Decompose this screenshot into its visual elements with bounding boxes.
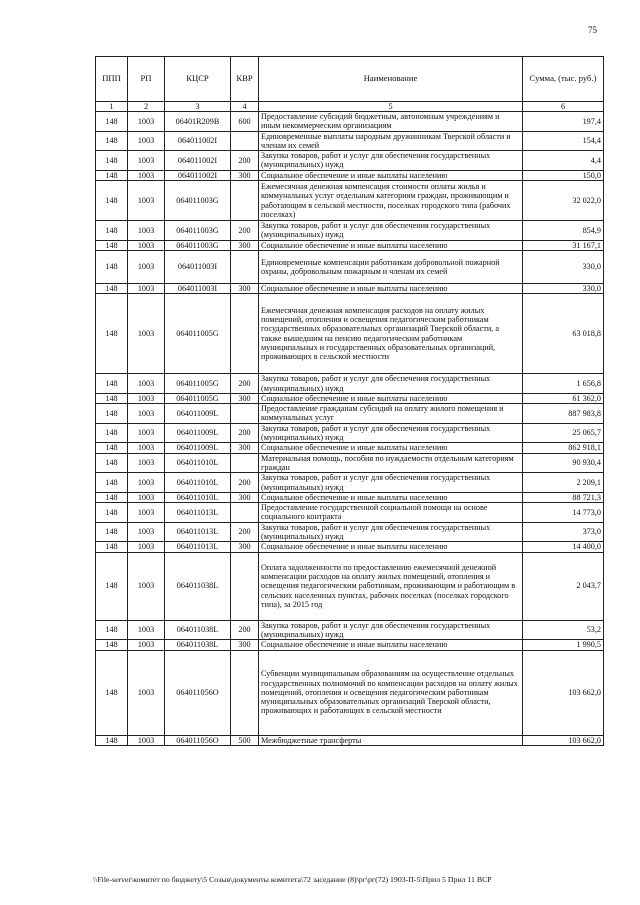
cell-kvr: 200 [231,374,259,394]
cell-name: Ежемесячная денежная компенсация стоимости оплаты жилья и коммунальных услуг отдельным категориям граждан, проживающим и работающим в сельской местности, поселках городского типа (рабочих поселках) [259,181,523,221]
table-row [96,650,604,735]
cell-rp: 1003 [128,393,165,403]
column-number-row [96,102,604,112]
cell-sum: 31 167,1 [523,240,604,250]
cell-ppp: 148 [96,492,128,502]
cell-ppp: 148 [96,131,128,151]
table-row [96,151,604,171]
cell-rp: 1003 [128,423,165,443]
table-row [96,240,604,250]
cell-kvr: 200 [231,522,259,542]
cell-sum: 330,0 [523,283,604,293]
cell-ppp: 148 [96,443,128,453]
cell-kcsr: 064011002I [165,151,231,171]
cell-sum: 154,4 [523,131,604,151]
table-row [96,374,604,394]
header-sum: Сумма, (тыс. руб.) [523,57,604,102]
cell-kvr [231,250,259,283]
cell-name: Закупка товаров, работ и услуг для обеспечения государственных (муниципальных) нужд [259,473,523,493]
cell-kcsr: 064011005G [165,294,231,374]
cell-name: Предоставление субсидий бюджетным, автономным учреждениям и иным некоммерческим организациям [259,112,523,132]
cell-kvr: 300 [231,640,259,650]
header-kcsr: КЦСР [165,57,231,102]
cell-kcsr: 064011013L [165,542,231,552]
cell-name: Социальное обеспечение и иные выплаты населению [259,542,523,552]
cell-sum: 53,2 [523,620,604,640]
cell-rp: 1003 [128,503,165,523]
cell-ppp: 148 [96,453,128,473]
cell-ppp: 148 [96,151,128,171]
cell-rp: 1003 [128,735,165,745]
cell-kcsr: 064011013L [165,522,231,542]
cell-kvr: 300 [231,283,259,293]
cell-ppp: 148 [96,393,128,403]
cell-kcsr: 06401R209В [165,112,231,132]
table-row [96,170,604,180]
cell-name: Закупка товаров, работ и услуг для обеспечения государственных (муниципальных) нужд [259,522,523,542]
header-name: Наименование [259,57,523,102]
cell-kcsr: 064011002I [165,170,231,180]
table-row [96,453,604,473]
cell-rp: 1003 [128,443,165,453]
cell-kvr: 300 [231,393,259,403]
table-row [96,250,604,283]
cell-sum: 63 018,8 [523,294,604,374]
cell-name: Закупка товаров, работ и услуг для обеспечения государственных (муниципальных) нужд [259,374,523,394]
cell-kvr: 200 [231,221,259,241]
cell-ppp: 148 [96,650,128,735]
cell-sum: 61 362,0 [523,393,604,403]
cell-name: Межбюджетные трансферты [259,735,523,745]
cell-rp: 1003 [128,640,165,650]
cell-ppp: 148 [96,250,128,283]
cell-rp: 1003 [128,374,165,394]
cell-kvr [231,503,259,523]
cell-sum: 373,0 [523,522,604,542]
cell-name: Материальная помощь, пособия по нуждаемости отдельным категориям граждан [259,453,523,473]
cell-rp: 1003 [128,240,165,250]
cell-kcsr: 064011038L [165,552,231,620]
cell-kvr: 500 [231,735,259,745]
cell-kvr [231,650,259,735]
cell-rp: 1003 [128,170,165,180]
cell-name: Социальное обеспечение и иные выплаты населению [259,443,523,453]
table-row [96,393,604,403]
cell-rp: 1003 [128,151,165,171]
column-number: 2 [128,102,165,112]
table-row [96,294,604,374]
column-number: 6 [523,102,604,112]
cell-sum: 14 400,0 [523,542,604,552]
header-ppp: ППП [96,57,128,102]
cell-kvr: 200 [231,151,259,171]
cell-kcsr: 064011009L [165,404,231,424]
cell-sum: 2 043,7 [523,552,604,620]
cell-ppp: 148 [96,170,128,180]
cell-sum: 197,4 [523,112,604,132]
cell-ppp: 148 [96,374,128,394]
table-row [96,181,604,221]
cell-rp: 1003 [128,221,165,241]
cell-ppp: 148 [96,552,128,620]
cell-name: Предоставление государственной социальной помощи на основе социального контракта [259,503,523,523]
cell-ppp: 148 [96,640,128,650]
cell-name: Социальное обеспечение и иные выплаты населению [259,492,523,502]
cell-ppp: 148 [96,503,128,523]
cell-rp: 1003 [128,112,165,132]
cell-kcsr: 064011056O [165,650,231,735]
cell-sum: 90 930,4 [523,453,604,473]
cell-sum: 32 022,0 [523,181,604,221]
table-row [96,112,604,132]
cell-kvr [231,552,259,620]
cell-kvr: 200 [231,620,259,640]
cell-sum: 103 662,0 [523,735,604,745]
cell-ppp: 148 [96,240,128,250]
cell-name: Социальное обеспечение и иные выплаты населению [259,240,523,250]
cell-rp: 1003 [128,552,165,620]
cell-name: Социальное обеспечение и иные выплаты населению [259,170,523,180]
cell-sum: 887 983,8 [523,404,604,424]
cell-sum: 25 065,7 [523,423,604,443]
cell-kcsr: 064011009L [165,423,231,443]
cell-kvr [231,453,259,473]
cell-sum: 2 209,1 [523,473,604,493]
cell-rp: 1003 [128,620,165,640]
cell-kcsr: 064011038L [165,620,231,640]
cell-name: Социальное обеспечение и иные выплаты населению [259,283,523,293]
cell-ppp: 148 [96,473,128,493]
cell-kvr: 300 [231,542,259,552]
column-number: 3 [165,102,231,112]
cell-name: Предоставление гражданам субсидий на оплату жилого помещения и коммунальных услуг [259,404,523,424]
cell-rp: 1003 [128,650,165,735]
cell-kcsr: 064011003G [165,181,231,221]
cell-kcsr: 064011003I [165,250,231,283]
cell-rp: 1003 [128,522,165,542]
cell-sum: 854,9 [523,221,604,241]
cell-rp: 1003 [128,250,165,283]
page-number: 75 [588,25,597,35]
cell-ppp: 148 [96,735,128,745]
cell-ppp: 148 [96,620,128,640]
cell-kvr: 600 [231,112,259,132]
table-row [96,620,604,640]
cell-ppp: 148 [96,283,128,293]
column-number: 5 [259,102,523,112]
cell-kvr: 200 [231,473,259,493]
cell-rp: 1003 [128,542,165,552]
cell-name: Единовременные компенсации работникам добровольной пожарной охраны, добровольным пожарным и членам их семей [259,250,523,283]
cell-kcsr: 064011010L [165,492,231,502]
table-row [96,503,604,523]
cell-name: Закупка товаров, работ и услуг для обеспечения государственных (муниципальных) нужд [259,221,523,241]
table-row [96,443,604,453]
cell-name: Оплата задолженности по предоставлению ежемесячной денежной компенсации расходов на оплату жилых помещений, отопления и освещения педагогическим работникам, проживающим и работающим в сельских населенных пунктах, рабочих поселках (поселках городского типа), за 2015 год [259,552,523,620]
cell-rp: 1003 [128,294,165,374]
cell-kcsr: 064011056O [165,735,231,745]
cell-kcsr: 064011003G [165,221,231,241]
header-kvr: КВР [231,57,259,102]
cell-kcsr: 064011005G [165,393,231,403]
cell-ppp: 148 [96,404,128,424]
cell-kcsr: 064011003G [165,240,231,250]
table-row [96,522,604,542]
cell-rp: 1003 [128,453,165,473]
cell-kvr [231,404,259,424]
table-body [96,112,604,746]
cell-ppp: 148 [96,522,128,542]
cell-kcsr: 064011038L [165,640,231,650]
file-path-footer: \\File-server\комитет по бюджету\5 Созыв\документы комитета\72 заседание (8)\рг\рг(72) 1903-П-5\Прил 5 Прил 11 ВСР [93,875,492,884]
table-row [96,735,604,745]
cell-name: Закупка товаров, работ и услуг для обеспечения государственных (муниципальных) нужд [259,423,523,443]
cell-ppp: 148 [96,423,128,443]
cell-ppp: 148 [96,112,128,132]
cell-sum: 4,4 [523,151,604,171]
cell-kvr [231,181,259,221]
cell-kvr: 200 [231,423,259,443]
cell-sum: 88 721,3 [523,492,604,502]
budget-table [95,56,604,746]
column-number: 1 [96,102,128,112]
cell-sum: 103 662,0 [523,650,604,735]
cell-kcsr: 064011005G [165,374,231,394]
cell-kcsr: 064011013L [165,503,231,523]
cell-kvr: 300 [231,443,259,453]
table-row [96,552,604,620]
cell-kcsr: 064011009L [165,443,231,453]
cell-rp: 1003 [128,181,165,221]
cell-kvr: 300 [231,240,259,250]
cell-kcsr: 064011010L [165,453,231,473]
cell-name: Ежемесячная денежная компенсация расходов на оплату жилых помещений, отопления и освещения педагогическим работникам государственных образовательных организаций Тверской области, а также вышедшим на пенсию педагогическим работникам муниципальных и государственных образовательных организаций, проживающих в сельской местности [259,294,523,374]
table-row [96,640,604,650]
cell-kcsr: 064011003I [165,283,231,293]
cell-ppp: 148 [96,294,128,374]
cell-ppp: 148 [96,221,128,241]
cell-name: Единовременные выплаты народным дружинникам Тверской области и членам их семей [259,131,523,151]
cell-kvr [231,131,259,151]
cell-kvr: 300 [231,492,259,502]
table-row [96,131,604,151]
cell-kcsr: 064011010L [165,473,231,493]
table-row [96,473,604,493]
cell-rp: 1003 [128,492,165,502]
cell-name: Закупка товаров, работ и услуг для обеспечения государственных (муниципальных) нужд [259,620,523,640]
column-number: 4 [231,102,259,112]
cell-rp: 1003 [128,283,165,293]
cell-sum: 150,0 [523,170,604,180]
table-row [96,423,604,443]
cell-rp: 1003 [128,131,165,151]
cell-sum: 14 773,0 [523,503,604,523]
header-row [96,57,604,102]
cell-sum: 862 918,1 [523,443,604,453]
cell-rp: 1003 [128,404,165,424]
cell-name: Закупка товаров, работ и услуг для обеспечения государственных (муниципальных) нужд [259,151,523,171]
cell-kcsr: 064011002I [165,131,231,151]
cell-ppp: 148 [96,542,128,552]
cell-name: Субвенции муниципальным образованиям на осуществление отдельных государственных полномочий по компенсации расходов на оплату жилых помещений, отопления и освещения педагогическим работникам муниципальных образовательных организаций Тверской области, проживающих и работающих в сельской местности [259,650,523,735]
header-rp: РП [128,57,165,102]
cell-kvr: 300 [231,170,259,180]
table-row [96,404,604,424]
cell-kvr [231,294,259,374]
table-row [96,492,604,502]
table-row [96,221,604,241]
cell-name: Социальное обеспечение и иные выплаты населению [259,640,523,650]
cell-sum: 330,0 [523,250,604,283]
cell-name: Социальное обеспечение и иные выплаты населению [259,393,523,403]
cell-ppp: 148 [96,181,128,221]
table-row [96,542,604,552]
cell-rp: 1003 [128,473,165,493]
cell-sum: 1 656,8 [523,374,604,394]
cell-sum: 1 990,5 [523,640,604,650]
table-row [96,283,604,293]
